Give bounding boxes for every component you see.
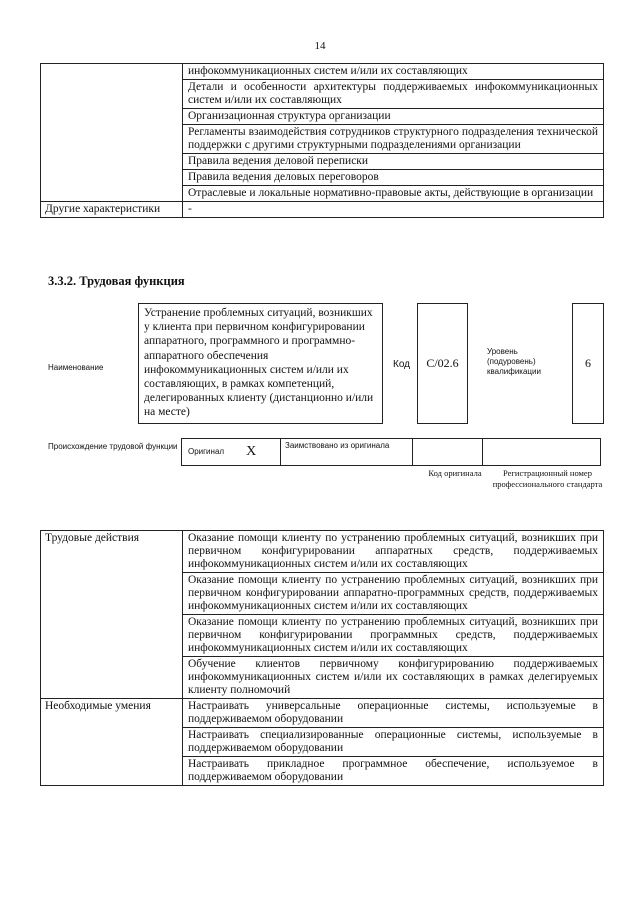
function-name-box: Устранение проблемных ситуаций, возникших у клиента при первичном конфигурировании аппаратного, программного и программно-аппаратного обеспечения инфокоммуникационных систем и/или их составляющих, в рамках компетенций, делегированных клиенту (дистанционно и/или на месте) — [138, 303, 383, 424]
qualification-level-box: 6 — [572, 303, 604, 424]
table-cell: инфокоммуникационных систем и/или их составляющих — [183, 64, 604, 80]
knowledge-table — [40, 63, 604, 218]
code-label: Код — [393, 359, 411, 370]
table-cell: Организационная структура организации — [183, 109, 604, 125]
function-code-box: C/02.6 — [417, 303, 468, 424]
table-label-empty — [41, 64, 183, 202]
table-cell: Отраслевые и локальные нормативно-правовые акты, действующие в организации — [183, 186, 604, 202]
labor-action-item: Обучение клиентов первичному конфигурированию поддерживаемых инфокоммуникационных систем и/или их составляющих в рамках делегируемых клиенту полномочий — [183, 657, 604, 699]
skills-label: Необходимые умения — [41, 699, 183, 786]
table-cell: Правила ведения деловой переписки — [183, 154, 604, 170]
origin-row — [182, 438, 605, 466]
table-cell: Правила ведения деловых переговоров — [183, 170, 604, 186]
table-cell: Детали и особенности архитектуры поддерживаемых инфокоммуникационных систем и/или их составляющих — [183, 80, 604, 109]
original-cell — [181, 438, 281, 466]
original-code-cell — [412, 438, 483, 466]
skill-item: Настраивать специализированные операционные системы, используемые в поддерживаемом оборудовании — [183, 728, 604, 757]
code-caption: Код оригинала — [428, 468, 482, 478]
name-label: Наименование — [48, 363, 104, 372]
labor-action-item: Оказание помощи клиенту по устранению проблемных ситуаций, возникших при первичном конфигурировании аппаратных средств, поддерживаемых инфокоммуникационных систем и/или их составляющих — [183, 531, 604, 573]
registration-caption: Регистрационный номер профессионального стандарта — [492, 468, 603, 489]
other-characteristics-value: - — [183, 202, 604, 218]
original-label: Оригинал — [188, 447, 225, 456]
labor-action-item: Оказание помощи клиенту по устранению проблемных ситуаций, возникших при первичном конфигурировании аппаратно-программных средств, поддерживаемых инфокоммуникационных систем и/или их составляющих — [183, 573, 604, 615]
original-mark: X — [246, 444, 257, 459]
section-heading: 3.3.2. Трудовая функция — [48, 274, 185, 288]
level-label: Уровень (подуровень) квалификации — [487, 347, 541, 376]
skill-item: Настраивать прикладное программное обеспечение, используемое в поддерживаемом оборудовании — [183, 757, 604, 786]
skill-item: Настраивать универсальные операционные системы, используемые в поддерживаемом оборудовании — [183, 699, 604, 728]
labor-action-item: Оказание помощи клиенту по устранению проблемных ситуаций, возникших при первичном конфигурировании программных средств, поддерживаемых инфокоммуникационных систем и/или их составляющих — [183, 615, 604, 657]
registration-number-cell — [482, 438, 601, 466]
page-number: 14 — [314, 40, 326, 52]
table-cell: Регламенты взаимодействия сотрудников структурного подразделения технической поддержки с другими структурными подразделениями организации — [183, 125, 604, 154]
origin-label: Происхождение трудовой функции — [48, 442, 178, 451]
other-characteristics-label: Другие характеристики — [41, 202, 183, 218]
borrowed-cell: Заимствовано из оригинала — [280, 438, 413, 466]
labor-function-table — [40, 530, 604, 786]
labor-actions-label: Трудовые действия — [41, 531, 183, 699]
